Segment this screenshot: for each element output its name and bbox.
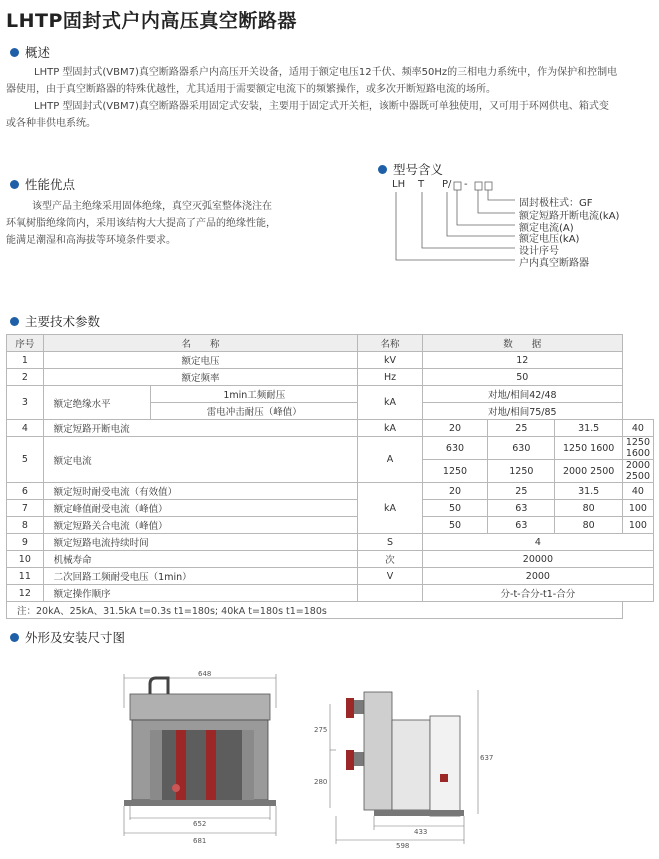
table-row: 5 额定电流 A 630 630 1250 1600 1250 1600	[7, 437, 654, 460]
model-diagram: LH T P/ - 固封极柱式：GF 额定短路开断电流(kA) 额定电流(A) 额定电压(kA) 设计序号 户内真空断路器	[375, 178, 655, 290]
dim-text: 433	[414, 828, 428, 836]
model-code-lh: LH	[392, 179, 406, 190]
bullet-icon	[10, 633, 19, 642]
dim-text: 275	[314, 726, 328, 734]
front-view-drawing	[110, 668, 290, 854]
params-table	[6, 334, 654, 619]
table-row: 9 额定短路电流持续时间 S 4	[7, 534, 654, 551]
table-row: 3 额定绝缘水平 1min工频耐压 kA 对地/相间42/48	[7, 386, 654, 403]
dim-text: 637	[480, 754, 494, 762]
page-title: LHTP固封式户内高压真空断路器	[6, 10, 297, 32]
dim-text: 652	[193, 820, 207, 828]
features-text: 该型产品主绝缘采用固体绝缘，真空灭弧室整体浇注在 环氧树脂绝缘筒内，采用该结构大大提高了产品的绝缘性能， 能满足潮湿和高海拔等环境条件要求。	[6, 201, 276, 246]
features-heading: 性能优点	[10, 175, 75, 193]
table-row: 11 二次回路工频耐受电压（1min） V 2000	[7, 568, 654, 585]
params-heading: 主要技术参数	[10, 312, 100, 330]
params-table-wrap	[6, 334, 654, 619]
overview-text: LHTP 型固封式(VBM7)真空断路器系户内高压开关设备，适用于额定电压12千伏、频率50Hz的三相电力系统中，作为保护和控制电 器使用，由于真空断路器的特殊优越性，尤其适用于需要额定电流下的频繁操作，或多次开断短路电流的场所。 LHTP 型固封式(VBM7)真空断路器采用固定式安装，主要用于固定式开关柜，该断中器既可单独使用，又可用于环网供电、箱式变 或各种非供电系统。	[6, 67, 618, 129]
model-bracket-lines	[375, 178, 655, 290]
model-legend-item: 额定电压(kA)	[519, 234, 580, 245]
table-row: 4 额定短路开断电流 kA 20 25 31.5 40	[7, 420, 654, 437]
dim-text: 681	[193, 837, 207, 845]
table-row: 7 额定峰值耐受电流（峰值） 50 63 80 100	[7, 500, 654, 517]
model-heading: 型号含义	[378, 160, 443, 178]
table-row: 12 额定操作顺序 分-t-合分-t1-合分	[7, 585, 654, 602]
table-note-row: 注：20kA、25kA、31.5kA t=0.3s t1=180s; 40kA t=180s t1=180s	[7, 602, 654, 619]
model-legend-item: 设计序号	[519, 246, 559, 257]
overview-heading: 概述	[10, 43, 50, 61]
dim-text: 648	[198, 670, 212, 678]
dim-text: 598	[396, 842, 410, 850]
dim-text: 280	[314, 778, 328, 786]
model-legend-item: 固封极柱式：GF	[519, 198, 593, 209]
table-header-row: 序号 名 称 名称 数 据	[7, 335, 654, 352]
model-legend-item: 额定电流(A)	[519, 223, 574, 234]
table-row: 1250 1250 2000 2500 2000 2500	[7, 460, 654, 483]
bullet-icon	[10, 180, 19, 189]
table-row: 10 机械寿命 次 20000	[7, 551, 654, 568]
table-row: 1 额定电压 kV 12	[7, 352, 654, 369]
model-code-p: P/	[442, 179, 452, 190]
drawing-heading: 外形及安装尺寸图	[10, 628, 125, 646]
table-row: 8 额定短路关合电流（峰值） 50 63 80 100	[7, 517, 654, 534]
bullet-icon	[10, 317, 19, 326]
bullet-icon	[10, 48, 19, 57]
side-view-drawing	[316, 680, 496, 852]
bullet-icon	[378, 165, 387, 174]
model-code-t: T	[418, 179, 425, 190]
table-row: 6 额定短时耐受电流（有效值） kA 20 25 31.5 40	[7, 483, 654, 500]
model-legend-item: 户内真空断路器	[519, 258, 589, 269]
table-row: 雷电冲击耐压（峰值） 对地/相间75/85	[7, 403, 654, 420]
model-legend-item: 额定短路开断电流(kA)	[519, 211, 620, 222]
table-row: 2 额定频率 Hz 50	[7, 369, 654, 386]
